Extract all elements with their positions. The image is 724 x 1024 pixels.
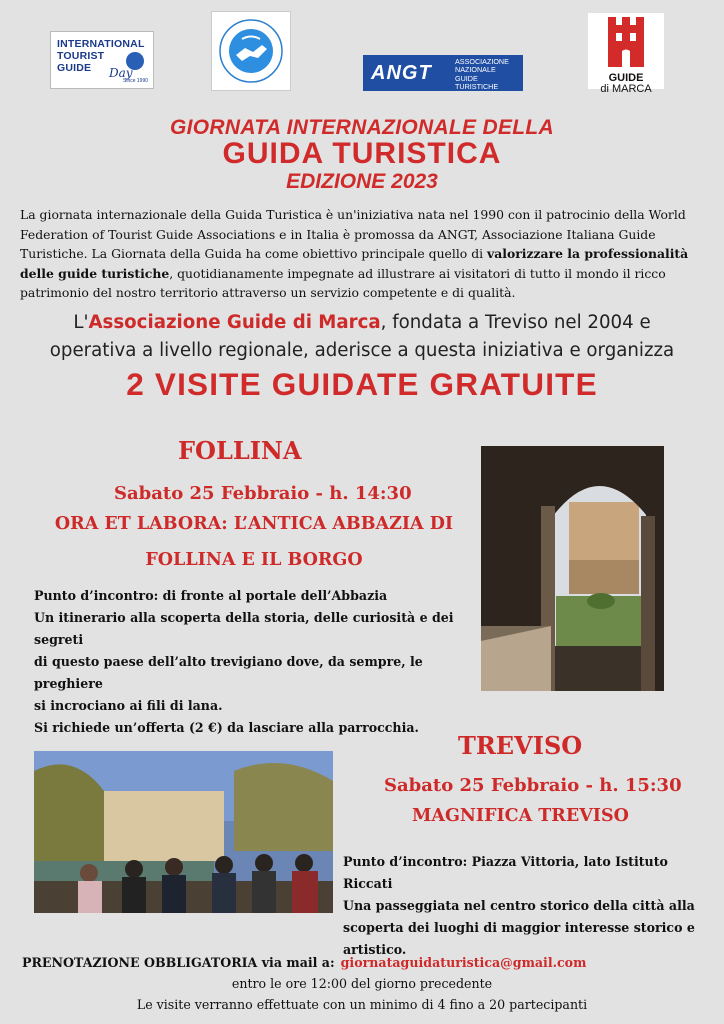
itgd-line-1: INTERNATIONAL <box>57 38 145 50</box>
treviso-description <box>343 851 715 961</box>
follina-desc-line: Un itinerario alla scoperta della storia, delle curiosità e dei segreti <box>34 610 454 647</box>
follina-date: Sabato 25 Febbraio - h. 14:30 <box>114 483 412 504</box>
gdm-logo-text <box>588 73 664 95</box>
wftga-logo <box>211 11 291 91</box>
treviso-subtitle: MAGNIFICA TREVISO <box>412 806 629 826</box>
booking-deadline: entro le ore 12:00 del giorno precedente <box>231 976 493 991</box>
itgd-logo <box>50 31 154 89</box>
follina-desc-line: di questo paese dell’alto trevigiano dove, da sempre, le preghiere <box>34 654 423 691</box>
booking-label: PRENOTAZIONE OBBLIGATORIA via mail a: <box>22 955 335 970</box>
angt-line-4: TURISTICHE <box>455 82 499 92</box>
angt-line-2: NAZIONALE <box>455 65 496 75</box>
angt-line-3: GUIDE <box>455 73 478 83</box>
treviso-city: TREVISO <box>458 731 583 760</box>
treviso-meeting-point: Punto d’incontro: Piazza Vittoria, lato Istituto Riccati <box>343 854 668 891</box>
itgd-line-2: TOURIST <box>57 50 105 62</box>
itgd-line-3: GUIDE <box>57 62 92 74</box>
association-line-2: operativa a livello regionale, aderisce a questa iniziativa e organizza <box>49 340 675 361</box>
follina-subtitle <box>54 506 454 578</box>
treviso-canal-photo <box>34 751 333 913</box>
association-name: Associazione Guide di Marca <box>88 312 381 333</box>
participants-note: Le visite verranno effettuate con un minimo di 4 fino a 20 partecipanti <box>136 997 588 1012</box>
guide-di-marca-logo <box>588 13 664 95</box>
treviso-desc-line: scoperta dei luoghi di maggior interesse storico e <box>343 920 695 935</box>
association-line-1 <box>0 309 724 337</box>
intro-paragraph <box>20 205 706 303</box>
intro-bold: valorizzare la professionalità delle guide turistiche <box>20 246 689 281</box>
gdm-line-2: di MARCA <box>600 83 652 95</box>
follina-description <box>34 585 454 739</box>
booking-line <box>22 955 586 970</box>
follina-city: FOLLINA <box>178 436 302 465</box>
abbey-cloister-photo <box>481 446 664 691</box>
follina-offer-note: Si richiede un’offerta (2 €) da lasciare alla parrocchia. <box>34 720 419 735</box>
treviso-desc-line: Una passeggiata nel centro storico della città alla <box>343 898 695 913</box>
association-line-1-rest: , fondata a Treviso nel 2004 e <box>380 312 651 333</box>
treviso-date: Sabato 25 Febbraio - h. 15:30 <box>384 775 682 796</box>
title-line-1: GIORNATA INTERNAZIONALE DELLA <box>170 116 554 139</box>
itgd-since: Since 1990 <box>123 78 149 84</box>
angt-logo-mark: ANGT <box>371 62 432 84</box>
follina-subtitle-line-2: FOLLINA E IL BORGO <box>145 550 363 570</box>
title-edition: EDIZIONE 2023 <box>286 170 438 193</box>
angt-line-1: ASSOCIAZIONE <box>455 57 509 66</box>
intro-text-1: La giornata internazionale della Guida Turistica è un'iniziativa nata nel 1990 con il patrocinio della World Federation of Tourist Guide Associations e in Italia è promossa da ANGT, Associazione Italiana Guide Turistiche. La Giornata della Guida ha come obiettivo principale quello di <box>20 207 686 261</box>
booking-email-link[interactable]: giornataguidaturistica@gmail.com <box>340 955 587 970</box>
association-paragraph <box>0 309 724 365</box>
intro-text-2: , quotidianamente impegnate ad illustrare ai visitatori di tutto il mondo il ricco patrimonio del nostro territorio attraverso un servizio competente e di qualità. <box>20 265 666 300</box>
angt-logo <box>363 55 523 91</box>
follina-subtitle-line-1: ORA ET LABORA: L’ANTICA ABBAZIA DI <box>54 514 454 534</box>
visits-heading: 2 VISITE GUIDATE GRATUITE <box>126 366 598 402</box>
itgd-day-script: Day <box>109 66 133 80</box>
treviso-desc-line: artistico. <box>343 942 407 957</box>
globe-handshake-icon <box>212 12 290 90</box>
gdm-line-1: GUIDE <box>608 72 644 84</box>
association-prefix: L' <box>73 312 89 333</box>
follina-desc-line: si incrociano ai fili di lana. <box>34 698 223 713</box>
tower-icon <box>588 13 664 71</box>
follina-meeting-point: Punto d’incontro: di fronte al portale dell’Abbazia <box>34 588 388 603</box>
title-line-2: GUIDA TURISTICA <box>222 137 502 170</box>
angt-logo-text <box>455 58 509 92</box>
